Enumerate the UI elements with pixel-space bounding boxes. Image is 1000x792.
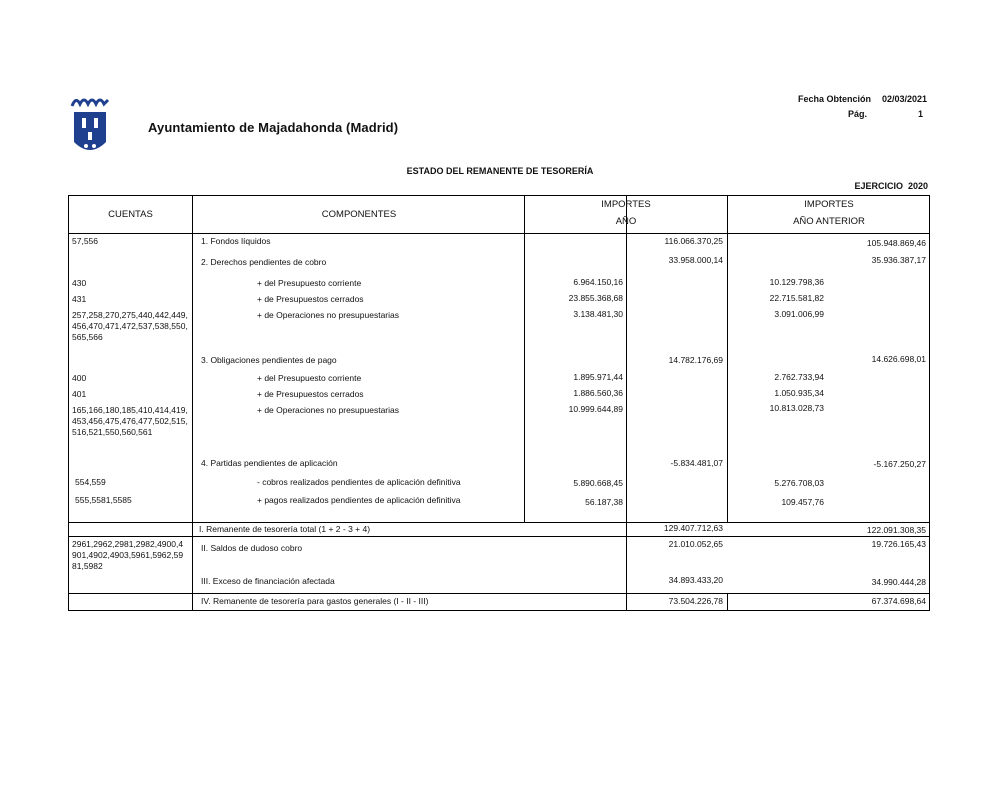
cuentas-cell: 555,5581,5585 bbox=[75, 495, 132, 505]
component-label: + del Presupuesto corriente bbox=[257, 278, 362, 288]
prev-total-value: 34.990.444,28 bbox=[871, 577, 926, 587]
cuentas-cell: 57,556 bbox=[72, 236, 98, 246]
prev-total-value: 122.091.308,35 bbox=[866, 525, 926, 535]
component-label: III. Exceso de financiación afectada bbox=[201, 576, 335, 586]
prev-total-value: 19.726.165,43 bbox=[871, 539, 926, 549]
cuentas-cell: 165,166,180,185,410,414,419,453,456,475,476,477,502,515,516,521,550,560,561 bbox=[72, 405, 188, 437]
component-label: II. Saldos de dudoso cobro bbox=[201, 543, 303, 553]
part-value: 5.890.668,45 bbox=[573, 478, 623, 488]
ejercicio bbox=[854, 181, 928, 191]
page-label: Pág. bbox=[848, 109, 868, 119]
component-label: + de Operaciones no presupuestarias bbox=[257, 310, 399, 320]
total-value: 21.010.052,65 bbox=[668, 539, 723, 549]
prev-total-value: 105.948.869,46 bbox=[866, 238, 926, 248]
header-importes-anterior: IMPORTES bbox=[804, 199, 854, 210]
component-label: + de Operaciones no presupuestarias bbox=[257, 405, 399, 415]
fecha-label: Fecha Obtención bbox=[798, 94, 872, 104]
part-value: 10.999.644,89 bbox=[568, 404, 623, 414]
total-value: 33.958.000,14 bbox=[668, 255, 723, 265]
prev-part-value: 3.091.006,99 bbox=[774, 309, 824, 319]
prev-part-value: 2.762.733,94 bbox=[774, 372, 824, 382]
total-value: 116.066.370,25 bbox=[664, 236, 723, 246]
part-value: 6.964.150,16 bbox=[573, 277, 623, 287]
component-label: I. Remanente de tesorería total (1 + 2 - 3 + 4) bbox=[199, 524, 371, 534]
part-value: 1.895.971,44 bbox=[573, 372, 623, 382]
cuentas-cell: 400 bbox=[72, 373, 87, 383]
page-value: 1 bbox=[918, 109, 924, 119]
header-ano-anterior: AÑO ANTERIOR bbox=[793, 216, 865, 227]
cuentas-cell: 401 bbox=[72, 389, 87, 399]
component-label: 3. Obligaciones pendientes de pago bbox=[201, 355, 337, 365]
prev-total-value: 67.374.698,64 bbox=[871, 596, 926, 606]
total-value: 129.407.712,63 bbox=[663, 523, 723, 533]
ejercicio-value: 2020 bbox=[907, 181, 928, 191]
municipal-crest-icon bbox=[70, 92, 110, 160]
component-label: + de Presupuestos cerrados bbox=[257, 389, 364, 399]
part-value: 56.187,38 bbox=[585, 497, 623, 507]
page-title: ESTADO DEL REMANENTE DE TESORERÍA bbox=[406, 166, 594, 176]
remanente-table bbox=[68, 195, 930, 611]
header-cuentas: CUENTAS bbox=[108, 209, 153, 220]
total-value: 34.893.433,20 bbox=[668, 575, 723, 585]
component-label: 1. Fondos líquidos bbox=[201, 236, 271, 246]
component-label: + pagos realizados pendientes de aplicación definitiva bbox=[257, 495, 461, 505]
cuentas-cell: 257,258,270,275,440,442,449,456,470,471,472,537,538,550,565,566 bbox=[72, 310, 188, 342]
cuentas-cell: 430 bbox=[72, 278, 87, 288]
prev-total-value: 14.626.698,01 bbox=[871, 354, 926, 364]
component-label: + del Presupuesto corriente bbox=[257, 373, 362, 383]
total-value: 73.504.226,78 bbox=[668, 596, 723, 606]
cuentas-cell: 431 bbox=[72, 294, 87, 304]
prev-part-value: 10.813.028,73 bbox=[769, 403, 824, 413]
component-label: 4. Partidas pendientes de aplicación bbox=[201, 458, 338, 468]
prev-part-value: 10.129.798,36 bbox=[769, 277, 824, 287]
prev-part-value: 1.050.935,34 bbox=[774, 388, 824, 398]
part-value: 3.138.481,30 bbox=[573, 309, 623, 319]
fecha-value: 02/03/2021 bbox=[882, 94, 928, 104]
part-value: 1.886.560,36 bbox=[573, 388, 623, 398]
header-ano: AÑO bbox=[615, 216, 637, 227]
total-value: 14.782.176,69 bbox=[668, 355, 723, 365]
total-value: -5.834.481,07 bbox=[670, 458, 723, 468]
prev-total-value: -5.167.250,27 bbox=[873, 459, 926, 469]
prev-part-value: 22.715.581,82 bbox=[769, 293, 824, 303]
prev-total-value: 35.936.387,17 bbox=[871, 255, 926, 265]
part-value: 23.855.368,68 bbox=[568, 293, 623, 303]
prev-part-value: 109.457,76 bbox=[781, 497, 824, 507]
component-label: + de Presupuestos cerrados bbox=[257, 294, 364, 304]
header-importes: IMPORTES bbox=[601, 199, 651, 210]
ejercicio-label: EJERCICIO bbox=[854, 181, 903, 191]
component-label: IV. Remanente de tesorería para gastos generales (I - II - III) bbox=[201, 596, 429, 606]
prev-part-value: 5.276.708,03 bbox=[774, 478, 824, 488]
cuentas-cell: 554,559 bbox=[75, 477, 106, 487]
component-label: - cobros realizados pendientes de aplicación definitiva bbox=[257, 477, 461, 487]
component-label: 2. Derechos pendientes de cobro bbox=[201, 257, 327, 267]
header-componentes: COMPONENTES bbox=[321, 209, 397, 220]
organization-name: Ayuntamiento de Majadahonda (Madrid) bbox=[148, 120, 399, 135]
cuentas-cell: 2961,2962,2981,2982,4900,4901,4902,4903,5961,5962,5981,5982 bbox=[72, 539, 184, 571]
